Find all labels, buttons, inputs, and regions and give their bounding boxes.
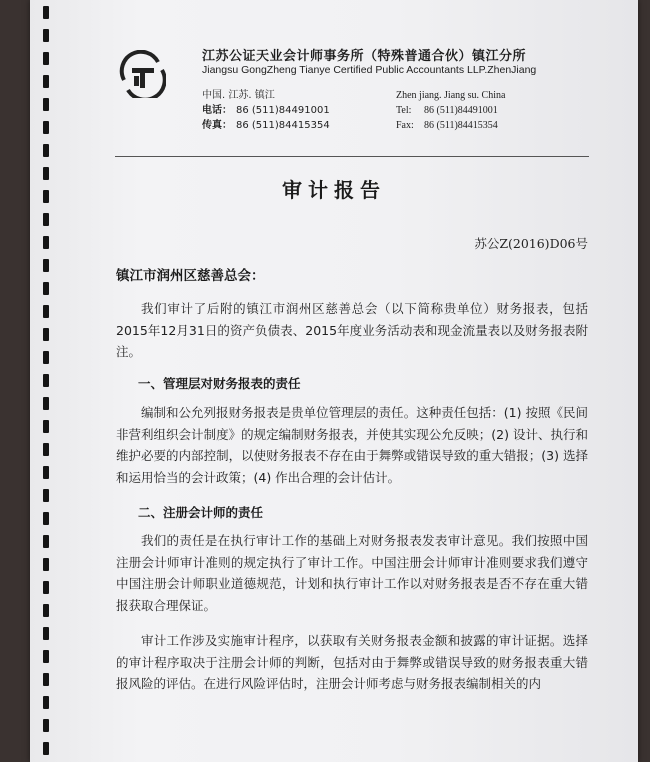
document-number: 苏公Z(2016)D06号 — [474, 236, 588, 251]
perforation-hole — [43, 742, 49, 755]
perforation-hole — [43, 52, 49, 65]
perforation-hole — [43, 650, 49, 663]
contact-cn — [202, 88, 330, 133]
phone-en: 86 (511)84491001 — [424, 105, 498, 116]
fax-en-row — [396, 118, 505, 133]
perforation-hole — [43, 374, 49, 387]
perforation-hole — [43, 397, 49, 410]
perforation-hole — [43, 581, 49, 594]
contact-en — [396, 88, 505, 133]
binding-perforations — [30, 0, 60, 762]
report-title: 审计报告 — [282, 178, 386, 202]
fax-label-cn: 传真： — [202, 120, 232, 131]
perforation-hole — [43, 696, 49, 709]
perforation-hole — [43, 673, 49, 686]
fax-cn-row — [202, 118, 330, 133]
address-en: Zhen jiang. Jiang su. China — [396, 90, 506, 101]
phone-cn-row — [202, 103, 330, 118]
section1-paragraph: 编制和公允列报财务报表是贵单位管理层的责任。这种责任包括：(1) 按照《民间非营利组织会计制度》的规定编制财务报表，并使其实现公允反映；(2) 设计、执行和维护必要的内部控制，以使财务报表不存在由于舞弊或错误导致的重大错报；(3) 选择和运用恰当的会计政策；(4) 作出合理的会计估计。 — [116, 405, 588, 485]
section1-heading: 一、管理层对财务报表的责任 — [138, 376, 301, 391]
document-page — [30, 0, 638, 762]
perforation-hole — [43, 535, 49, 548]
perforation-hole — [43, 121, 49, 134]
intro-paragraph: 我们审计了后附的镇江市润州区慈善总会（以下简称贵单位）财务报表，包括2015年12月31日的资产负债表、2015年度业务活动表和现金流量表以及财务报表附注。 — [116, 301, 588, 359]
perforation-hole — [43, 282, 49, 295]
perforation-hole — [43, 466, 49, 479]
perforation-hole — [43, 558, 49, 571]
firm-name-en: Jiangsu GongZheng Tianye Certified Public Accountants LLP.ZhenJiang — [202, 64, 537, 76]
perforation-hole — [43, 604, 49, 617]
fax-cn: 86 (511)84415354 — [236, 120, 330, 131]
phone-en-row — [396, 103, 505, 118]
perforation-hole — [43, 305, 49, 318]
perforation-hole — [43, 512, 49, 525]
perforation-hole — [43, 213, 49, 226]
fax-label-en: Fax: — [396, 120, 414, 131]
section2-heading: 二、注册会计师的责任 — [138, 505, 264, 520]
perforation-hole — [43, 351, 49, 364]
perforation-hole — [43, 420, 49, 433]
section2-paragraph: 我们的责任是在执行审计工作的基础上对财务报表发表审计意见。我们按照中国注册会计师审计准则的规定执行了审计工作。中国注册会计师审计准则要求我们遵守中国注册会计师职业道德规范，计划和执行审计工作以对财务报表是否不存在重大错报获取合理保证。 — [116, 533, 588, 613]
perforation-hole — [43, 443, 49, 456]
phone-cn: 86 (511)84491001 — [236, 105, 330, 116]
phone-label-en: Tel: — [396, 105, 412, 116]
perforation-hole — [43, 627, 49, 640]
address-cn: 中国. 江苏. 镇江 — [202, 90, 275, 101]
firm-logo — [118, 50, 166, 98]
perforation-hole — [43, 259, 49, 272]
perforation-hole — [43, 144, 49, 157]
section2-paragraph-2: 审计工作涉及实施审计程序，以获取有关财务报表金额和披露的审计证据。选择的审计程序取决于注册会计师的判断，包括对由于舞弊或错误导致的财务报表重大错报风险的评估。在进行风险评估时，注册会计师考虑与财务报表编制相关的内 — [116, 633, 588, 691]
header-divider — [115, 156, 589, 157]
perforation-hole — [43, 328, 49, 341]
phone-label-cn: 电话： — [202, 105, 232, 116]
firm-name-cn: 江苏公证天业会计师事务所（特殊普通合伙）镇江分所 — [202, 49, 527, 64]
perforation-hole — [43, 75, 49, 88]
perforation-hole — [43, 719, 49, 732]
perforation-hole — [43, 6, 49, 19]
perforation-hole — [43, 489, 49, 502]
fax-en: 86 (511)84415354 — [424, 120, 498, 131]
perforation-hole — [43, 98, 49, 111]
perforation-hole — [43, 29, 49, 42]
perforation-hole — [43, 236, 49, 249]
addressee: 镇江市润州区慈善总会： — [116, 268, 265, 284]
